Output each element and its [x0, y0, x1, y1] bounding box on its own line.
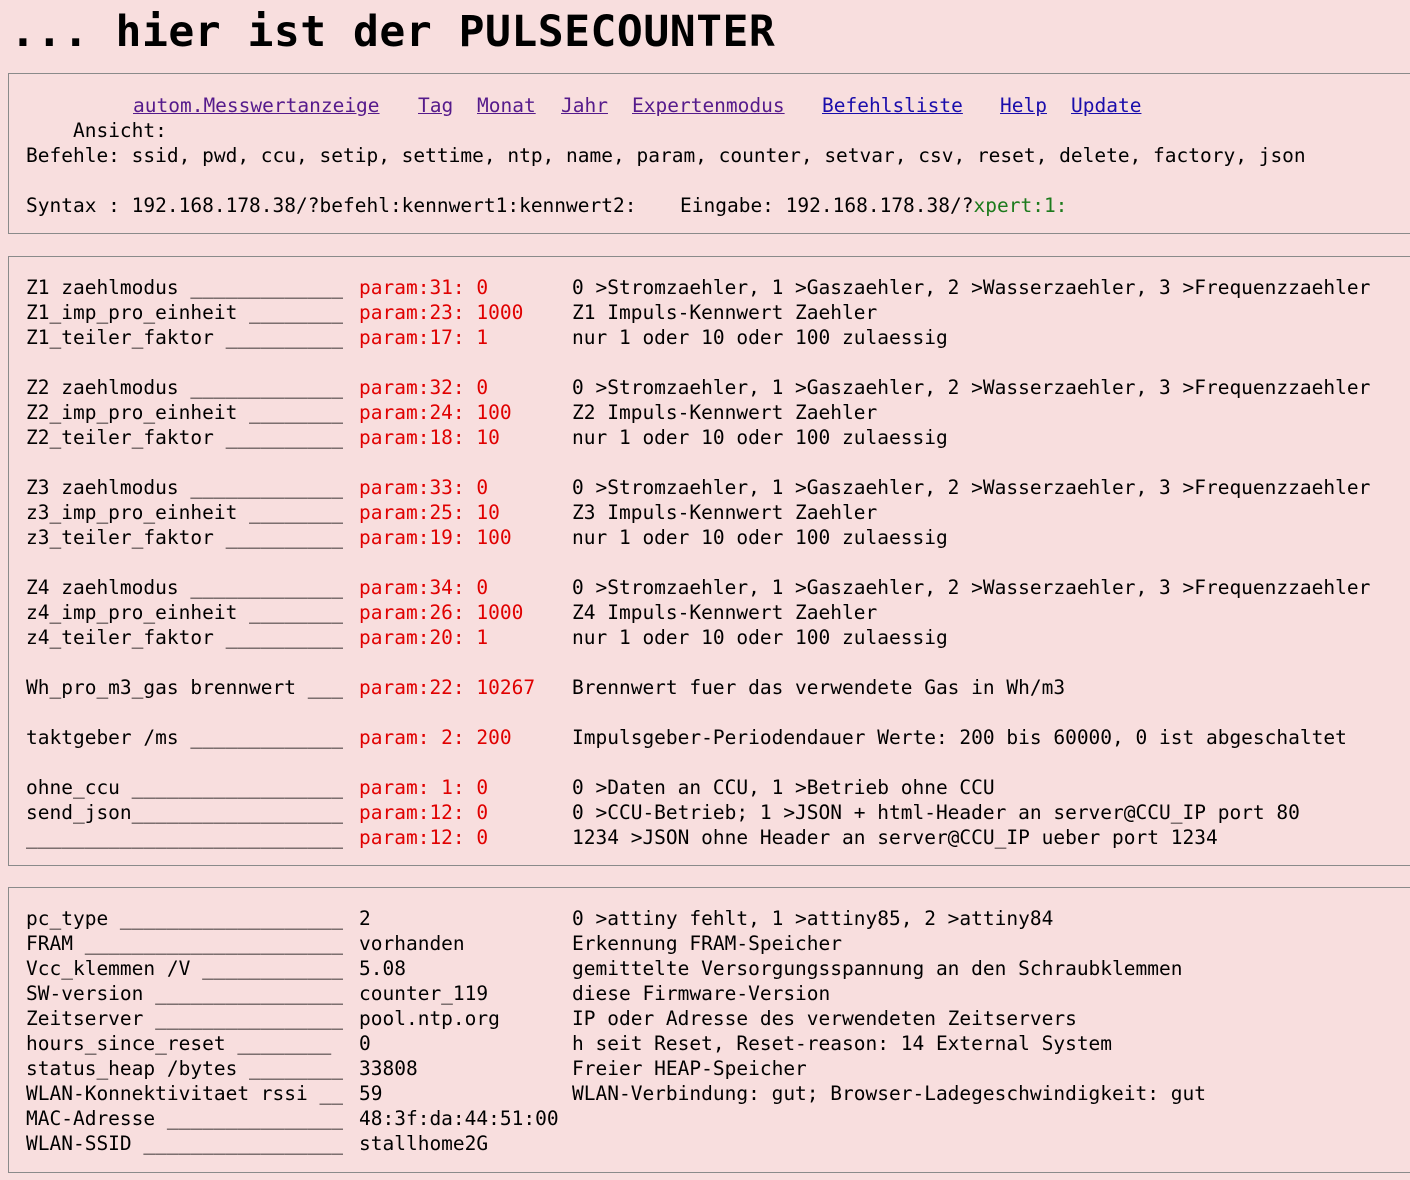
param-description: 0 >Stromzaehler, 1 >Gaszaehler, 2 >Wasserzaehler, 3 >Frequenzzaehler [572, 376, 1371, 399]
link-expertenmodus[interactable]: Expertenmodus [632, 94, 785, 117]
status-value: counter_119 [359, 982, 489, 1005]
param-value: param:26: 1000 [359, 601, 524, 624]
param-name: send_json__________________ [26, 801, 343, 824]
status-description: WLAN-Verbindung: gut; Browser-Ladegeschwindigkeit: gut [572, 1082, 1206, 1105]
param-name: Z1 zaehlmodus _____________ [26, 276, 343, 299]
param-value: param:25: 10 [359, 501, 500, 524]
param-value: param:20: 1 [359, 626, 489, 649]
param-description: nur 1 oder 10 oder 100 zulaessig [572, 626, 948, 649]
link-update[interactable]: Update [1071, 94, 1142, 117]
param-description: 0 >Stromzaehler, 1 >Gaszaehler, 2 >Wasserzaehler, 3 >Frequenzzaehler [572, 476, 1371, 499]
status-value: vorhanden [359, 932, 465, 955]
param-value: param:17: 1 [359, 326, 489, 349]
status-name: pc_type ___________________ [26, 907, 343, 930]
param-description: 0 >Stromzaehler, 1 >Gaszaehler, 2 >Wasserzaehler, 3 >Frequenzzaehler [572, 576, 1371, 599]
param-name: Z3 zaehlmodus _____________ [26, 476, 343, 499]
input-prefix: Eingabe: 192.168.178.38/? [680, 194, 974, 217]
param-description: Z1 Impuls-Kennwert Zaehler [572, 301, 878, 324]
param-name: z4_imp_pro_einheit ________ [26, 601, 343, 624]
status-value: 2 [359, 907, 371, 930]
param-name: Wh_pro_m3_gas brennwert ___ [26, 676, 343, 699]
param-name: Z1_teiler_faktor __________ [26, 326, 343, 349]
param-name: z3_imp_pro_einheit ________ [26, 501, 343, 524]
status-name: MAC-Adresse _______________ [26, 1107, 343, 1130]
status-description: 0 >attiny fehlt, 1 >attiny85, 2 >attiny84 [572, 907, 1054, 930]
param-description: nur 1 oder 10 oder 100 zulaessig [572, 426, 948, 449]
status-name: WLAN-Konnektivitaet rssi __ [26, 1082, 343, 1105]
param-description: 0 >Daten an CCU, 1 >Betrieb ohne CCU [572, 776, 995, 799]
param-name: taktgeber /ms _____________ [26, 726, 343, 749]
param-name: Z4 zaehlmodus _____________ [26, 576, 343, 599]
status-name: status_heap /bytes ________ [26, 1057, 343, 1080]
param-value: param:18: 10 [359, 426, 500, 449]
param-value: param:31: 0 [359, 276, 489, 299]
param-description: 1234 >JSON ohne Header an server@CCU_IP ueber port 1234 [572, 826, 1218, 849]
param-value: param:19: 100 [359, 526, 512, 549]
param-name: ohne_ccu __________________ [26, 776, 343, 799]
param-description: 0 >CCU-Betrieb; 1 >JSON + html-Header an server@CCU_IP port 80 [572, 801, 1300, 824]
status-name: WLAN-SSID _________________ [26, 1132, 343, 1155]
param-name: z3_teiler_faktor __________ [26, 526, 343, 549]
param-value: param: 1: 0 [359, 776, 489, 799]
link-help[interactable]: Help [1000, 94, 1047, 117]
param-value: param:32: 0 [359, 376, 489, 399]
param-description: Brennwert fuer das verwendete Gas in Wh/m3 [572, 676, 1066, 699]
status-name: SW-version ________________ [26, 982, 343, 1005]
param-name: Z2_imp_pro_einheit ________ [26, 401, 343, 424]
param-description: Impulsgeber-Periodendauer Werte: 200 bis 60000, 0 ist abgeschaltet [572, 726, 1347, 749]
syntax-line: Syntax : 192.168.178.38/?befehl:kennwert1:kennwert2: [26, 194, 637, 217]
status-description: Erkennung FRAM-Speicher [572, 932, 843, 955]
status-name: FRAM ______________________ [26, 932, 343, 955]
param-name: z4_teiler_faktor __________ [26, 626, 343, 649]
param-description: Z4 Impuls-Kennwert Zaehler [572, 601, 878, 624]
navigation-panel [8, 73, 1410, 234]
page-title: ... hier ist der PULSECOUNTER [10, 7, 776, 57]
status-description: h seit Reset, Reset-reason: 14 External System [572, 1032, 1113, 1055]
param-name: Z2 zaehlmodus _____________ [26, 376, 343, 399]
param-name: ___________________________ [26, 826, 343, 849]
param-description: nur 1 oder 10 oder 100 zulaessig [572, 526, 948, 549]
commands-list: Befehle: ssid, pwd, ccu, setip, settime, ntp, name, param, counter, setvar, csv, reset, delete, factory, json [26, 144, 1306, 167]
param-value: param:33: 0 [359, 476, 489, 499]
status-value: 33808 [359, 1057, 418, 1080]
param-description: Z2 Impuls-Kennwert Zaehler [572, 401, 878, 424]
status-value: pool.ntp.org [359, 1007, 500, 1030]
link-autom-messwertanzeige[interactable]: autom.Messwertanzeige [133, 94, 380, 117]
param-value: param: 2: 200 [359, 726, 512, 749]
status-description: IP oder Adresse des verwendeten Zeitservers [572, 1007, 1077, 1030]
param-value: param:12: 0 [359, 826, 489, 849]
link-tag[interactable]: Tag [418, 94, 454, 117]
status-value: 48:3f:da:44:51:00 [359, 1107, 559, 1130]
status-description: Freier HEAP-Speicher [572, 1057, 807, 1080]
param-description: nur 1 oder 10 oder 100 zulaessig [572, 326, 948, 349]
status-name: Vcc_klemmen /V ____________ [26, 957, 343, 980]
link-jahr[interactable]: Jahr [561, 94, 608, 117]
param-name: Z2_teiler_faktor __________ [26, 426, 343, 449]
link-monat[interactable]: Monat [477, 94, 536, 117]
link-befehlsliste[interactable]: Befehlsliste [822, 94, 963, 117]
input-line [680, 193, 1067, 218]
parameter-panel [8, 256, 1410, 866]
param-description: Z3 Impuls-Kennwert Zaehler [572, 501, 878, 524]
param-value: param:23: 1000 [359, 301, 524, 324]
param-value: param:22: 10267 [359, 676, 536, 699]
status-value: stallhome2G [359, 1132, 489, 1155]
status-description: gemittelte Versorgungsspannung an den Schraubklemmen [572, 957, 1183, 980]
param-value: param:34: 0 [359, 576, 489, 599]
param-value: param:24: 100 [359, 401, 512, 424]
status-panel [8, 887, 1410, 1173]
status-name: Zeitserver ________________ [26, 1007, 343, 1030]
status-value: 5.08 [359, 957, 406, 980]
status-description: diese Firmware-Version [572, 982, 831, 1005]
status-value: 59 [359, 1082, 383, 1105]
param-description: 0 >Stromzaehler, 1 >Gaszaehler, 2 >Wasserzaehler, 3 >Frequenzzaehler [572, 276, 1371, 299]
param-value: param:12: 0 [359, 801, 489, 824]
status-name: hours_since_reset ________ [26, 1032, 332, 1055]
input-value: xpert:1: [973, 194, 1068, 217]
view-label: Ansicht: [72, 119, 167, 142]
param-name: Z1_imp_pro_einheit ________ [26, 301, 343, 324]
status-value: 0 [359, 1032, 371, 1055]
